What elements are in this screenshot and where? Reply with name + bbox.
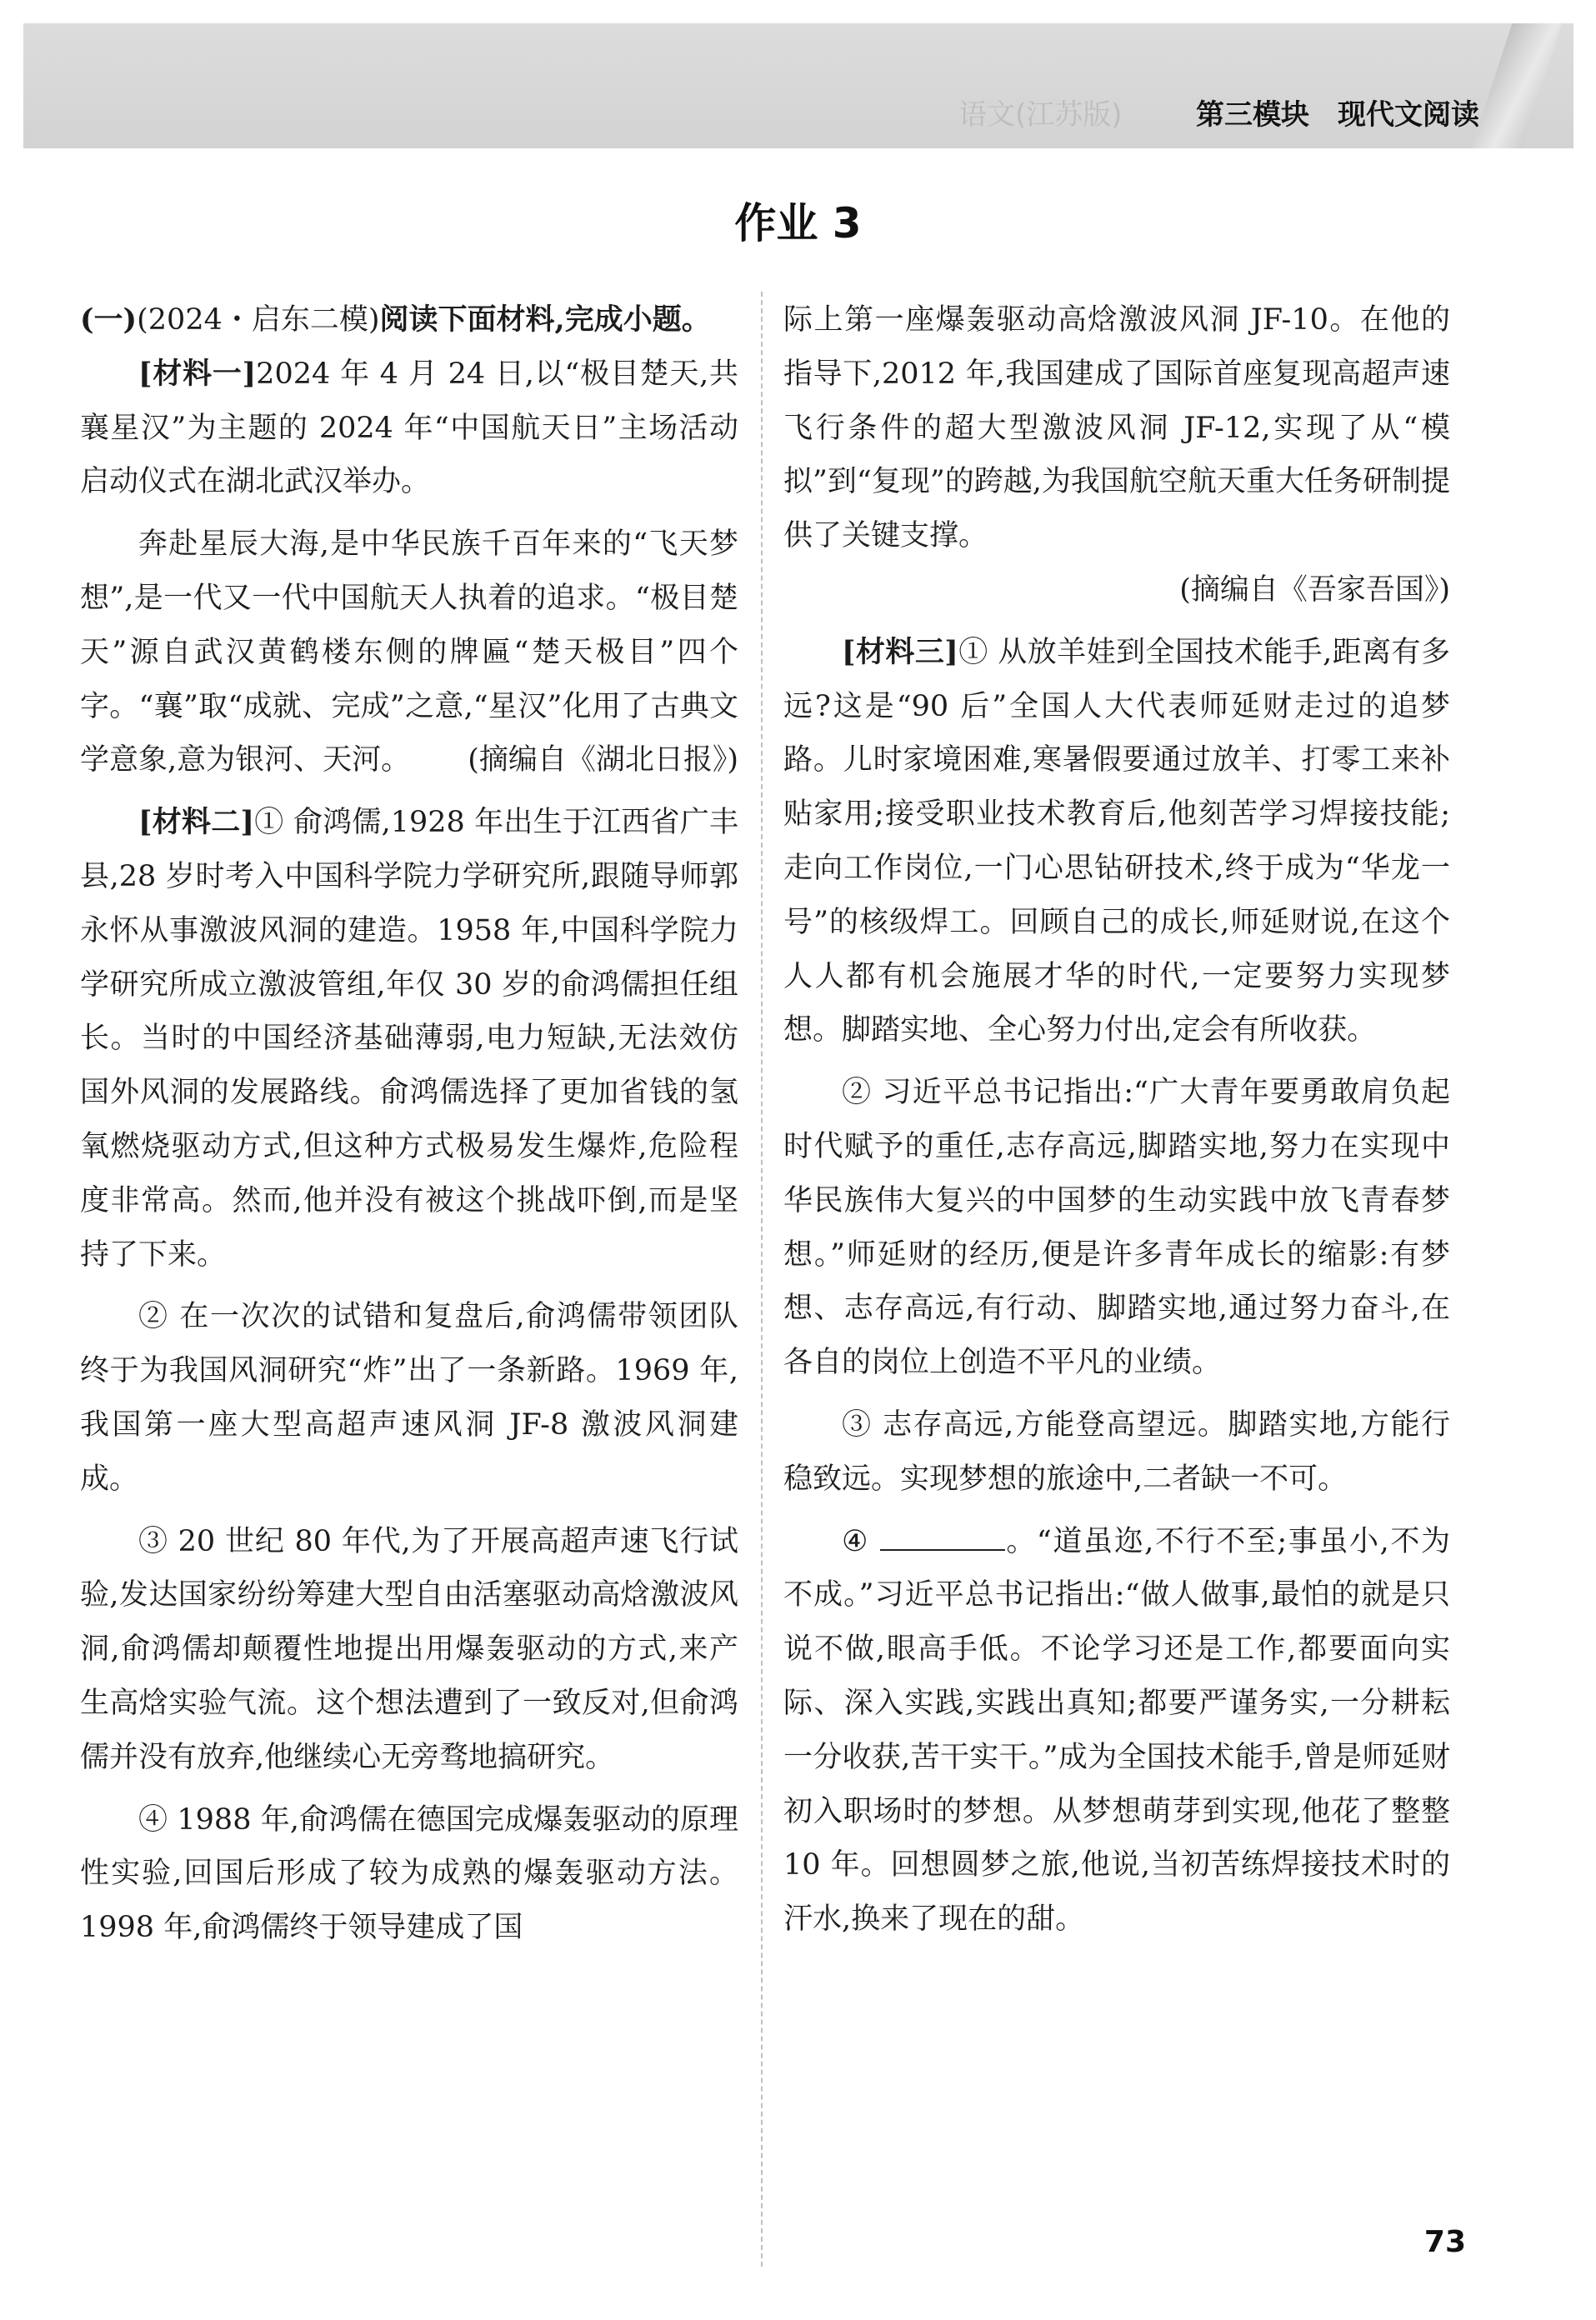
material3-p1: [材料三]① 从放羊娃到全国技术能手,距离有多远?这是“90 后”全国人大代表师延财走过的追梦路。儿时家境困难,寒暑假要通过放羊、打零工来补贴家用;接受职业技术教育后,他刻苦学习焊接技能;走向工作岗位,一门心思钻研技术,终于成为“华龙一号”的核级焊工。回顾自己的成长,师延财说,在这个人人都有机会施展才华的时代,一定要努力实现梦想。脚踏实地、全心努力付出,定会有所收获。: [783, 634, 1450, 1048]
left-column: [80, 293, 738, 1955]
header-ghost-text: 语文(江苏版): [958, 98, 1123, 132]
material2-source: (摘编自《吾家吾国》): [1179, 572, 1450, 607]
question-source: (2024・启东二模): [137, 303, 380, 337]
material2-p2: ② 在一次次的试错和复盘后,俞鸿儒带领团队终于为我国风洞研究“炸”出了一条新路。1969 年,我国第一座大型高超声速风洞 JF-8 激波风洞建成。: [80, 1300, 738, 1496]
column-divider: [761, 292, 763, 2267]
right-column: [783, 293, 1450, 1947]
material1-p2: 奔赴星辰大海,是中华民族千百年来的“飞天梦想”,是一代又一代中国航天人执着的追求。“极目楚天”源自武汉黄鹤楼东侧的牌匾“楚天极目”四个字。“襄”取“成就、完成”之意,“星汉”化用了古典文学意象,意为银河、天河。: [80, 528, 738, 778]
material2-p4a: ④ 1988 年,俞鸿儒在德国完成爆轰驱动的原理性实验,回国后形成了较为成熟的爆轰驱动方法。1998 年,俞鸿儒终于领导建成了国: [80, 1802, 738, 1945]
material1-p1: [材料一]2024 年 4 月 24 日,以“极目楚天,共襄星汉”为主题的 2024 年“中国航天日”主场活动启动仪式在湖北武汉举办。: [80, 356, 738, 499]
material2-p3: ③ 20 世纪 80 年代,为了开展高超声速飞行试验,发达国家纷纷筹建大型自由活塞驱动高焓激波风洞,俞鸿儒却颠覆性地提出用爆轰驱动的方式,来产生高焓实验气流。这个想法遭到了一致反对,但俞鸿儒并没有放弃,他继续心无旁骛地搞研究。: [80, 1524, 738, 1774]
material3-p4: ④ 。“道虽迩,不行不至;事虽小,不为不成。”习近平总书记指出:“做人做事,最怕的就是只说不做,眼高手低。不论学习还是工作,都要面向实际、深入实践,实践出真知;都要严谨务实,一分耕耘一分收获,苦干实干。”成为全国技术能手,曾是师延财初入职场时的梦想。从梦想萌芽到实现,他花了整整 10 年。回想圆梦之旅,他说,当初苦练焊接技术时的汗水,换来了现在的甜。: [783, 1524, 1450, 1937]
running-header: [1196, 92, 1479, 132]
header-section: 现代文阅读: [1338, 98, 1479, 132]
header-module: 第三模块: [1196, 98, 1309, 132]
material2-tag: [材料二]: [138, 805, 255, 840]
material1-tag: [材料一]: [138, 356, 257, 391]
question-heading: [80, 293, 738, 348]
material1-source: (摘编自《湖北日报》): [468, 743, 738, 778]
material2-p4b: 际上第一座爆轰驱动高焓激波风洞 JF-10。在他的指导下,2012 年,我国建成了国际首座复现高超声速飞行条件的超大型激波风洞 JF-12,实现了从“模拟”到“复现”的跨越,为我国航空航天重大任务研制提供了关键支撑。: [783, 303, 1450, 553]
material3-tag: [材料三]: [842, 634, 958, 669]
page-number: 73: [1423, 2225, 1466, 2259]
answer-blank[interactable]: [880, 1524, 1005, 1551]
question-label: (一): [80, 302, 138, 337]
material2-p1: [材料二]① 俞鸿儒,1928 年出生于江西省广丰县,28 岁时考入中国科学院力学研究所,跟随导师郭永怀从事激波风洞的建造。1958 年,中国科学院力学研究所成立激波管组,年仅 30 岁的俞鸿儒担任组长。当时的中国经济基础薄弱,电力短缺,无法效仿国外风洞的发展路线。俞鸿儒选择了更加省钱的氢氧燃烧驱动方式,但这种方式极易发生爆炸,危险程度非常高。然而,他并没有被这个挑战吓倒,而是坚持了下来。: [80, 805, 739, 1272]
question-instruction: 阅读下面材料,完成小题。: [379, 302, 711, 337]
page-title: 作业 3: [734, 199, 862, 248]
material3-p3: ③ 志存高远,方能登高望远。脚踏实地,方能行稳致远。实现梦想的旅途中,二者缺一不可。: [783, 1408, 1450, 1496]
material3-p2: ② 习近平总书记指出:“广大青年要勇敢肩负起时代赋予的重任,志存高远,脚踏实地,努力在实现中华民族伟大复兴的中国梦的生动实践中放飞青春梦想。”师延财的经历,便是许多青年成长的缩影:有梦想、志存高远,有行动、脚踏实地,通过努力奋斗,在各自的岗位上创造不平凡的业绩。: [783, 1076, 1450, 1380]
